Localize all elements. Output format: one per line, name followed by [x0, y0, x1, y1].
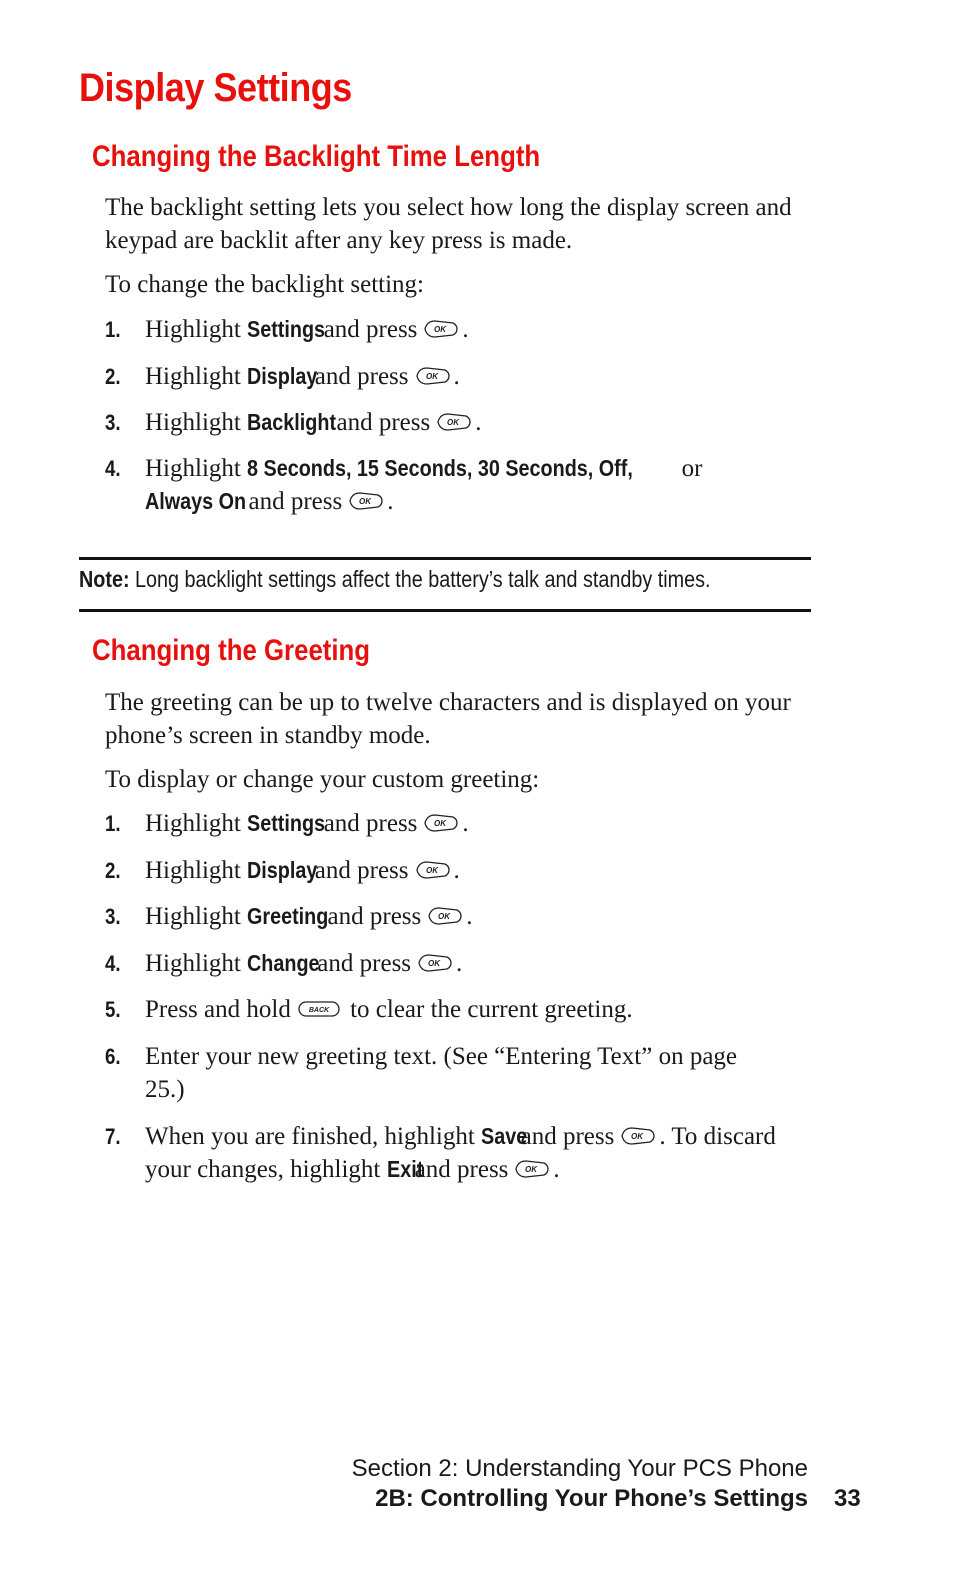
ok-key-icon	[415, 366, 451, 386]
ok-key-icon	[423, 319, 459, 339]
step-text: to clear the current greeting.	[350, 996, 633, 1023]
step-text: Highlight	[145, 810, 241, 837]
menu-item-name: Exit	[386, 1156, 423, 1182]
note-text: Long backlight settings affect the battery’s talk and standby times.	[135, 566, 711, 592]
step-text: and press	[248, 488, 343, 515]
step-text: .	[475, 409, 482, 436]
step-text: .	[453, 363, 460, 390]
ok-key-icon	[415, 860, 451, 880]
step-number: 6.	[105, 1044, 121, 1069]
step-text: and press	[314, 363, 409, 390]
step-text: Highlight	[145, 409, 241, 436]
step-text: . To discard your changes, highlight	[145, 1123, 776, 1183]
greeting-lead: To display or change your custom greeting:	[105, 766, 540, 793]
menu-item-name: Always On	[145, 488, 247, 514]
step-number: 1.	[105, 811, 121, 836]
step-text: .	[456, 950, 463, 977]
ok-key-icon	[514, 1159, 550, 1179]
menu-item-name: Settings	[247, 316, 326, 342]
step-text: Highlight	[145, 363, 241, 390]
footer-chapter: 2B: Controlling Your Phone’s Settings	[375, 1485, 808, 1512]
step-number: 5.	[105, 997, 121, 1022]
menu-item-name: Display	[247, 857, 318, 883]
step-text: .	[466, 903, 473, 930]
ok-key-icon	[348, 491, 384, 511]
footer-section: Section 2: Understanding Your PCS Phone	[351, 1455, 808, 1482]
step-number: 4.	[105, 456, 121, 481]
step-text: and press	[323, 316, 418, 343]
backlight-intro: The backlight setting lets you select how long the display screen and keypad are backlit after any key press is made.	[105, 194, 792, 254]
step-text: Enter your new greeting text. (See “Entering Text” on page 25.)	[145, 1043, 738, 1103]
note	[79, 564, 710, 594]
greeting-intro: The greeting can be up to twelve characters and is displayed on your phone’s screen in standby mode.	[105, 689, 791, 749]
note-top-rule	[79, 557, 811, 560]
ok-key-icon	[423, 813, 459, 833]
ok-key-label: OK	[525, 1165, 538, 1175]
step-text: Highlight	[145, 903, 241, 930]
step-number: 7.	[105, 1124, 121, 1149]
step-text: Highlight	[145, 455, 241, 482]
ok-key-label: OK	[438, 912, 451, 922]
step-text: and press	[336, 409, 431, 436]
step-text: Highlight	[145, 950, 241, 977]
page-title: Display Settings	[79, 66, 352, 110]
step-number: 3.	[105, 410, 121, 435]
menu-item-name: Save	[481, 1123, 528, 1149]
ok-key-label: OK	[631, 1132, 644, 1142]
step-text: When you are finished, highlight	[145, 1123, 475, 1150]
menu-item-name: Display	[247, 363, 318, 389]
step-text: Highlight	[145, 857, 241, 884]
back-key-label: BACK	[308, 1007, 329, 1015]
menu-item-name: Greeting	[247, 903, 329, 929]
step-text: and press	[323, 810, 418, 837]
backlight-lead: To change the backlight setting:	[105, 271, 424, 298]
step-text: Press and hold	[145, 996, 291, 1023]
section-heading-backlight: Changing the Backlight Time Length	[92, 140, 541, 173]
step-text: and press	[520, 1123, 615, 1150]
section-heading-greeting: Changing the Greeting	[92, 634, 371, 667]
ok-key-label: OK	[428, 959, 441, 969]
step-number: 2.	[105, 858, 121, 883]
step-text: and press	[317, 950, 412, 977]
ok-key-label: OK	[434, 819, 447, 829]
menu-item-name: Change	[247, 950, 320, 976]
menu-item-name: Settings	[247, 810, 326, 836]
step-text: and press	[314, 857, 409, 884]
step-text: .	[553, 1156, 560, 1183]
step-text: Highlight	[145, 316, 241, 343]
ok-key-label: OK	[359, 497, 372, 507]
back-key-icon	[297, 999, 341, 1019]
ok-key-label: OK	[425, 372, 438, 382]
menu-item-name: 8 Seconds, 15 Seconds, 30 Seconds, Off,	[247, 455, 633, 481]
ok-key-icon	[620, 1126, 656, 1146]
ok-key-icon	[417, 953, 453, 973]
step-number: 4.	[105, 951, 121, 976]
page-number: 33	[834, 1485, 861, 1512]
ok-key-label: OK	[425, 866, 438, 876]
step-text: .	[387, 488, 394, 515]
step-text: and press	[327, 903, 422, 930]
step-text: .	[462, 810, 469, 837]
note-label: Note:	[79, 566, 130, 592]
step-number: 1.	[105, 317, 121, 342]
step-number: 2.	[105, 364, 121, 389]
step-text: .	[453, 857, 460, 884]
menu-item-name: Backlight	[247, 409, 337, 435]
step-text: and press	[414, 1156, 509, 1183]
note-bottom-rule	[79, 609, 811, 612]
step-number: 3.	[105, 904, 121, 929]
step-text: .	[462, 316, 469, 343]
step-text: or	[681, 455, 703, 482]
ok-key-label: OK	[434, 325, 447, 335]
ok-key-label: OK	[447, 418, 460, 428]
ok-key-icon	[427, 906, 463, 926]
ok-key-icon	[436, 412, 472, 432]
